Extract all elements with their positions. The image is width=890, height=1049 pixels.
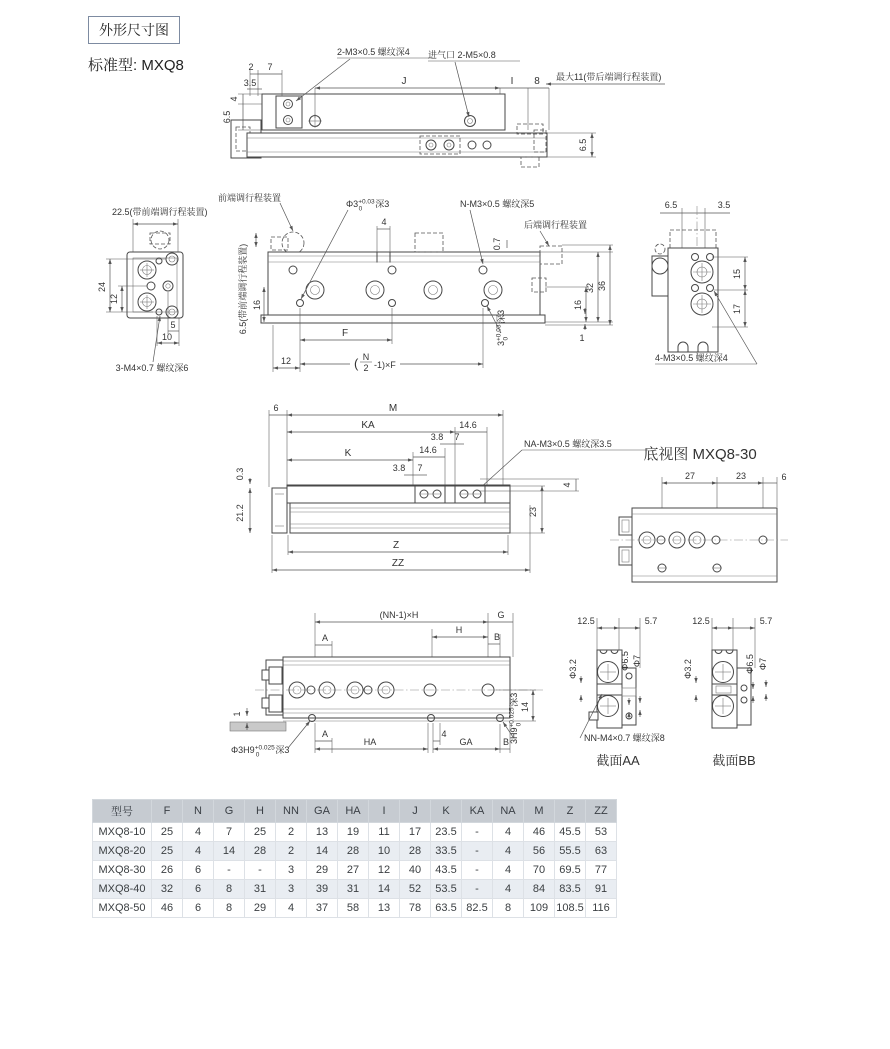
section-aa-caption: 截面AA	[596, 753, 640, 768]
value-cell: 4	[183, 842, 214, 861]
rear-adjuster-label: 后端调行程装置	[524, 220, 588, 230]
value-cell: 70	[524, 861, 555, 880]
thread-label: 2-M3×0.5 螺纹深4	[337, 47, 410, 57]
value-cell: 14	[214, 842, 245, 861]
column-header-N: N	[183, 800, 214, 823]
value-cell: 4	[493, 880, 524, 899]
column-header-I: I	[369, 800, 400, 823]
dim-23: 23	[528, 506, 538, 518]
nn-thread-label: NN-M4×0.7 螺纹深8	[584, 733, 665, 743]
dowel-side-label: $3^{+0.03}0$深3	[495, 309, 510, 346]
table-header-row	[93, 800, 617, 823]
base-plate	[230, 722, 286, 731]
value-cell: 4	[493, 842, 524, 861]
width-note: 22.5(带前端调行程装置)	[112, 207, 208, 217]
dim-A-bottom: A	[321, 729, 329, 739]
value-cell: 63	[586, 842, 617, 861]
value-cell: 12	[369, 861, 400, 880]
model-cell: MXQ8-30	[93, 861, 152, 880]
dim-K: K	[344, 448, 352, 459]
dim-6-5-left: 6.5	[222, 110, 232, 124]
dim-phi-3-2: Φ3.2	[568, 659, 578, 679]
svg-text:N: N	[362, 352, 370, 362]
value-cell: 109	[524, 899, 555, 918]
value-cell: 23.5	[431, 823, 462, 842]
value-cell: 25	[245, 823, 276, 842]
dim-phi-7: Φ7	[758, 657, 768, 671]
table-row	[93, 880, 617, 899]
value-cell: 29	[245, 899, 276, 918]
front-adjuster-label: 前端调行程装置	[218, 193, 282, 203]
dim-23: 23	[735, 471, 747, 481]
column-header-F: F	[152, 800, 183, 823]
dim-12-5: 12.5	[692, 616, 710, 626]
value-cell: 82.5	[462, 899, 493, 918]
column-header-J: J	[400, 800, 431, 823]
dim-3-5: 3.5	[243, 78, 257, 88]
column-header-H: H	[245, 800, 276, 823]
value-cell: 6	[183, 861, 214, 880]
value-cell: 84	[524, 880, 555, 899]
value-cell: 77	[586, 861, 617, 880]
section-bb	[683, 616, 772, 768]
dim-phi-6-5: Φ6.5	[745, 654, 755, 674]
value-cell: 25	[152, 823, 183, 842]
dowel-hole-label: $\Phi 3H9^{+0.025}$ 0 深3	[231, 744, 290, 759]
dim-5: 5	[170, 320, 176, 330]
value-cell: 6	[183, 899, 214, 918]
dim-H: H	[455, 625, 463, 635]
drawing-table-top-view	[235, 403, 648, 573]
drawing-left-end-view	[97, 206, 208, 373]
value-cell: 4	[276, 899, 307, 918]
n-thread-label: N-M3×0.5 螺纹深5	[460, 199, 535, 209]
value-cell: 6	[183, 880, 214, 899]
value-cell: 46	[152, 899, 183, 918]
dim-phi-3-2: Φ3.2	[683, 659, 693, 679]
dim-6-5-right: 6.5	[578, 138, 588, 152]
column-header-GA: GA	[307, 800, 338, 823]
value-cell: 25	[152, 842, 183, 861]
value-cell: -	[245, 861, 276, 880]
dim-17: 17	[732, 303, 742, 315]
dim-16: 16	[573, 299, 583, 311]
value-cell: 17	[400, 823, 431, 842]
dowel-side-label: $3H9^{+0.025}0$深3	[508, 692, 523, 744]
thread-label: 3-M4×0.7 螺纹深6	[115, 363, 189, 373]
dim-14: 14	[520, 701, 530, 713]
dim-7-upper: 7	[454, 432, 460, 442]
dim-3-8-upper: 3.8	[430, 432, 444, 442]
value-cell: 69.5	[555, 861, 586, 880]
dim-12-5: 12.5	[577, 616, 595, 626]
model-subtitle: 标准型: MXQ8	[88, 57, 184, 74]
dim-7: 7	[267, 62, 273, 72]
dim-HA: HA	[363, 737, 377, 747]
section-aa	[568, 616, 665, 768]
dim-10: 10	[161, 332, 173, 342]
value-cell: -	[214, 861, 245, 880]
dim-36: 36	[597, 280, 607, 292]
dim-24: 24	[97, 281, 107, 293]
dim-B-bottom: B	[502, 737, 510, 747]
value-cell: 43.5	[431, 861, 462, 880]
value-cell: 4	[493, 823, 524, 842]
dim-Z: Z	[392, 540, 400, 551]
dim-phi-6-5: Φ6.5	[620, 651, 630, 671]
svg-text:-1)×F: -1)×F	[374, 360, 396, 370]
dim-A-top: A	[321, 633, 329, 643]
dim-15: 15	[732, 268, 742, 280]
na-thread-label: NA-M3×0.5 螺纹深3.5	[524, 439, 612, 449]
dim-1: 1	[232, 711, 242, 717]
value-cell: -	[462, 823, 493, 842]
drawing-front-view	[222, 46, 665, 167]
drawing-plan-view	[218, 192, 613, 373]
value-cell: 63.5	[431, 899, 462, 918]
table-row	[93, 823, 617, 842]
value-cell: 31	[245, 880, 276, 899]
air-inlet-label: 进气口 2-M5×0.8	[428, 50, 496, 60]
dim-ZZ: ZZ	[391, 558, 405, 569]
dim-4: 4	[441, 729, 447, 739]
dim-M: M	[388, 403, 398, 414]
value-cell: 108.5	[555, 899, 586, 918]
value-cell: 53.5	[431, 880, 462, 899]
model-cell: MXQ8-10	[93, 823, 152, 842]
value-cell: 46	[524, 823, 555, 842]
value-cell: 4	[183, 823, 214, 842]
value-cell: 26	[152, 861, 183, 880]
value-cell: 11	[369, 823, 400, 842]
drawing-bottom-view	[610, 445, 788, 582]
value-cell: 13	[369, 899, 400, 918]
value-cell: 37	[307, 899, 338, 918]
value-cell: 55.5	[555, 842, 586, 861]
value-cell: -	[462, 880, 493, 899]
dimension-table	[92, 799, 617, 918]
dim-3-8-lower: 3.8	[392, 463, 406, 473]
value-cell: 116	[586, 899, 617, 918]
value-cell: 56	[524, 842, 555, 861]
dim-4: 4	[562, 482, 572, 488]
table-row	[93, 861, 617, 880]
dim-8: 8	[534, 76, 540, 87]
dim-G: G	[497, 610, 505, 620]
dim-1: 1	[579, 333, 585, 343]
dim-7-lower: 7	[417, 463, 423, 473]
table-body	[93, 823, 617, 918]
value-cell: 4	[493, 861, 524, 880]
dowel-hole-label: $\Phi 3^{+0.03}$ 0 深3	[346, 198, 390, 213]
value-cell: 28	[400, 842, 431, 861]
dim-2: 2	[248, 62, 254, 72]
column-header-G: G	[214, 800, 245, 823]
value-cell: 40	[400, 861, 431, 880]
value-cell: 32	[152, 880, 183, 899]
table-row	[93, 899, 617, 918]
value-cell: 52	[400, 880, 431, 899]
column-header-M: M	[524, 800, 555, 823]
value-cell: 13	[307, 823, 338, 842]
model-cell: MXQ8-40	[93, 880, 152, 899]
value-cell: 27	[338, 861, 369, 880]
dim-I: I	[510, 76, 514, 87]
value-cell: 8	[493, 899, 524, 918]
dim-12-bottom: 12	[280, 356, 292, 366]
section-bb-caption: 截面BB	[712, 753, 756, 768]
dim-0-3: 0.3	[235, 467, 245, 481]
dim-16-left: 16	[252, 299, 262, 311]
dim-4: 4	[381, 217, 387, 227]
dim-phi-7: Φ7	[632, 654, 642, 668]
dim-27: 27	[684, 471, 696, 481]
dim-21-2: 21.2	[235, 504, 245, 522]
value-cell: 14	[369, 880, 400, 899]
value-cell: 91	[586, 880, 617, 899]
dim-B-top: B	[493, 632, 501, 642]
table-row	[93, 842, 617, 861]
dim-5-7: 5.7	[644, 616, 658, 626]
dim-3-5: 3.5	[717, 200, 731, 210]
value-cell: 3	[276, 880, 307, 899]
model-cell: MXQ8-20	[93, 842, 152, 861]
svg-text:2: 2	[363, 363, 369, 373]
value-cell: 7	[214, 823, 245, 842]
drawing-right-end-view	[652, 200, 757, 364]
dim-5-7: 5.7	[759, 616, 773, 626]
value-cell: 28	[338, 842, 369, 861]
value-cell: 33.5	[431, 842, 462, 861]
value-cell: 10	[369, 842, 400, 861]
dim-nn-1-h: (NN-1)×H	[379, 610, 419, 620]
column-header-NA: NA	[493, 800, 524, 823]
dim-0-7: 0.7	[492, 237, 502, 251]
dim-F: F	[341, 328, 349, 339]
column-header-HA: HA	[338, 800, 369, 823]
height-note: 6.5(带前端调行程装置)	[238, 243, 248, 335]
dim-6: 6	[273, 403, 279, 413]
thread-label: 4-M3×0.5 螺纹深4	[655, 353, 728, 363]
column-header-Z: Z	[555, 800, 586, 823]
dim-J: J	[401, 76, 407, 87]
value-cell: 53	[586, 823, 617, 842]
value-cell: 45.5	[555, 823, 586, 842]
column-header-K: K	[431, 800, 462, 823]
svg-text:(: (	[354, 356, 359, 371]
value-cell: 2	[276, 842, 307, 861]
value-cell: 78	[400, 899, 431, 918]
dim-14-6-lower: 14.6	[419, 445, 437, 455]
value-cell: 8	[214, 880, 245, 899]
value-cell: 28	[245, 842, 276, 861]
dim-4-left: 4	[229, 96, 239, 102]
bottom-view-title: 底视图 MXQ8-30	[643, 446, 757, 463]
dim-6-5: 6.5	[664, 200, 678, 210]
value-cell: 83.5	[555, 880, 586, 899]
column-header-KA: KA	[462, 800, 493, 823]
column-header-ZZ: ZZ	[586, 800, 617, 823]
pitch-formula	[354, 352, 396, 373]
value-cell: 19	[338, 823, 369, 842]
value-cell: 58	[338, 899, 369, 918]
value-cell: 3	[276, 861, 307, 880]
dim-12: 12	[109, 293, 119, 305]
value-cell: 2	[276, 823, 307, 842]
value-cell: 8	[214, 899, 245, 918]
dim-14-6-upper: 14.6	[459, 420, 477, 430]
value-cell: -	[462, 842, 493, 861]
dim-32: 32	[585, 282, 595, 294]
column-header-型号: 型号	[93, 800, 152, 823]
value-cell: 29	[307, 861, 338, 880]
model-cell: MXQ8-50	[93, 899, 152, 918]
column-header-NN: NN	[276, 800, 307, 823]
value-cell: 31	[338, 880, 369, 899]
dim-KA: KA	[361, 420, 375, 431]
drawing-mounting-view	[230, 610, 545, 759]
value-cell: -	[462, 861, 493, 880]
max-stroke-label: 最大11(带后端调行程装置)	[556, 72, 662, 82]
value-cell: 14	[307, 842, 338, 861]
page-title: 外形尺寸图	[99, 22, 169, 38]
dim-GA: GA	[459, 737, 473, 747]
value-cell: 39	[307, 880, 338, 899]
dim-6: 6	[781, 472, 787, 482]
